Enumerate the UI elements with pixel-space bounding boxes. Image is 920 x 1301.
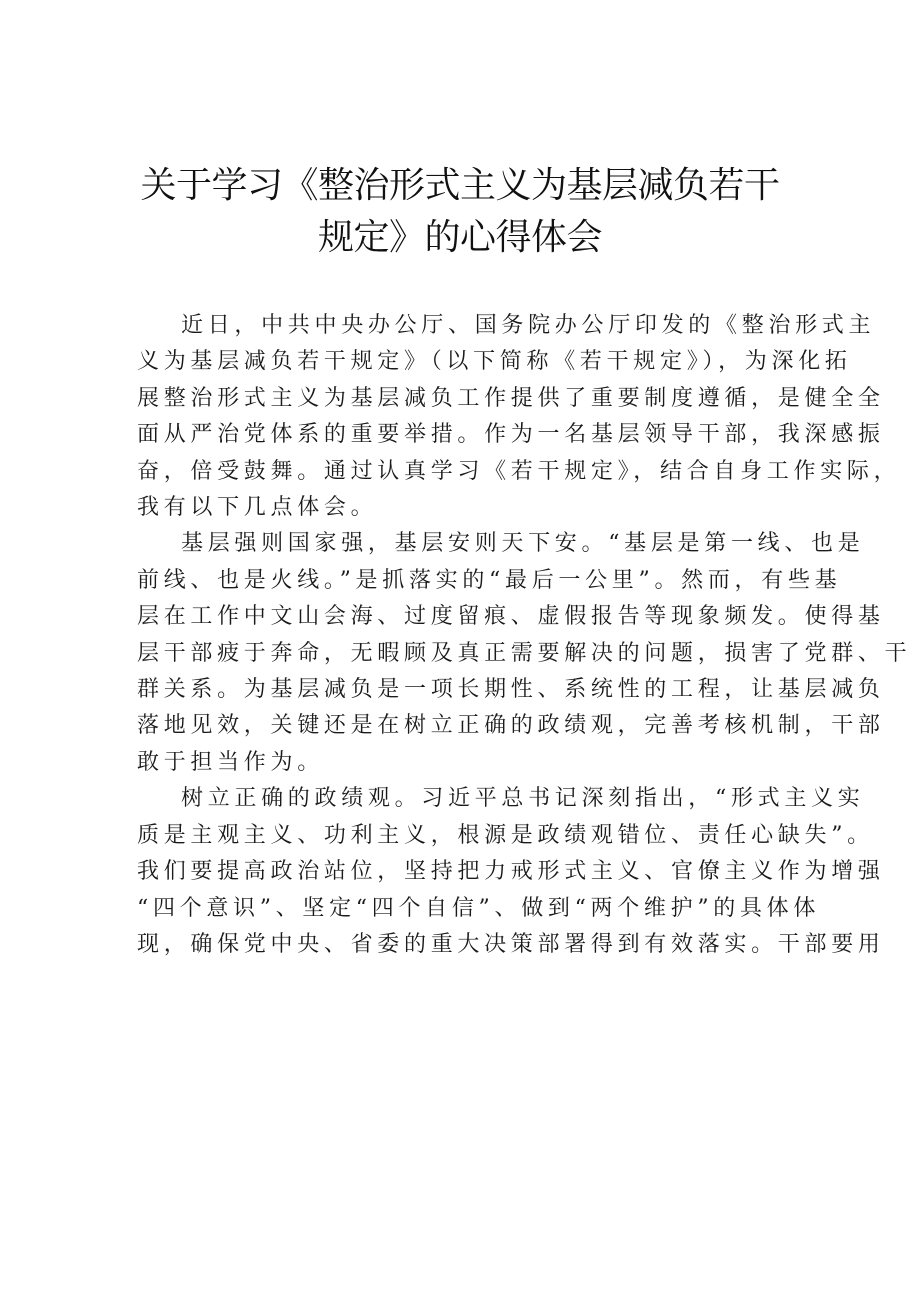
document-title bbox=[100, 160, 820, 264]
paragraph-2 bbox=[137, 526, 912, 781]
paragraph-line: 基层强则国家强，基层安则天下安。“基层是第一线、也是 bbox=[181, 531, 865, 557]
paragraph-line: 我们要提高政治站位，坚持把力戒形式主义、官僚主义作为增强 bbox=[137, 859, 885, 885]
paragraph-line: 落地见效，关键还是在树立正确的政绩观，完善考核机制，干部 bbox=[137, 713, 885, 739]
paragraph-line: 前线、也是火线。”是抓落实的“最后一公里”。然而，有些基 bbox=[137, 567, 842, 593]
title-line-2: 规定》的心得体会 bbox=[317, 217, 602, 258]
paragraph-line: 树立正确的政绩观。习近平总书记深刻指出，“形式主义实 bbox=[181, 786, 865, 812]
paragraph-line: 面从严治党体系的重要举措。作为一名基层领导干部，我深感振 bbox=[137, 422, 885, 448]
paragraph-1 bbox=[137, 308, 901, 526]
paragraph-line: 近日，中共中央办公厅、国务院办公厅印发的《整治形式主 bbox=[181, 313, 876, 338]
paragraph-line: “四个意识”、坚定“四个自信”、做到“两个维护”的具体体 bbox=[137, 895, 821, 921]
paragraph-3 bbox=[137, 781, 885, 963]
paragraph-line: 层干部疲于奔命，无暇顾及真正需要解决的问题，损害了党群、干 bbox=[137, 640, 912, 666]
paragraph-line: 义为基层减负若干规定》（以下简称《若干规定》），为深化拓 bbox=[137, 349, 852, 375]
document-body bbox=[137, 308, 912, 963]
paragraph-line: 现，确保党中央、省委的重大决策部署得到有效落实。干部要用 bbox=[137, 931, 885, 957]
paragraph-line: 奋，倍受鼓舞。通过认真学习《若干规定》，结合自身工作实际， bbox=[137, 458, 901, 484]
title-line-1: 关于学习《整治形式主义为基层减负若干 bbox=[140, 165, 780, 206]
paragraph-line: 敢于担当作为。 bbox=[137, 749, 324, 775]
paragraph-line: 展整治形式主义为基层减负工作提供了重要制度遵循，是健全全 bbox=[137, 385, 885, 411]
paragraph-line: 质是主观主义、功利主义，根源是政绩观错位、责任心缺失”。 bbox=[137, 822, 874, 848]
paragraph-line: 层在工作中文山会海、过度留痕、虚假报告等现象频发。使得基 bbox=[137, 604, 885, 630]
paragraph-line: 群关系。为基层减负是一项长期性、系统性的工程，让基层减负 bbox=[137, 677, 885, 703]
paragraph-line: 我有以下几点体会。 bbox=[137, 495, 378, 521]
